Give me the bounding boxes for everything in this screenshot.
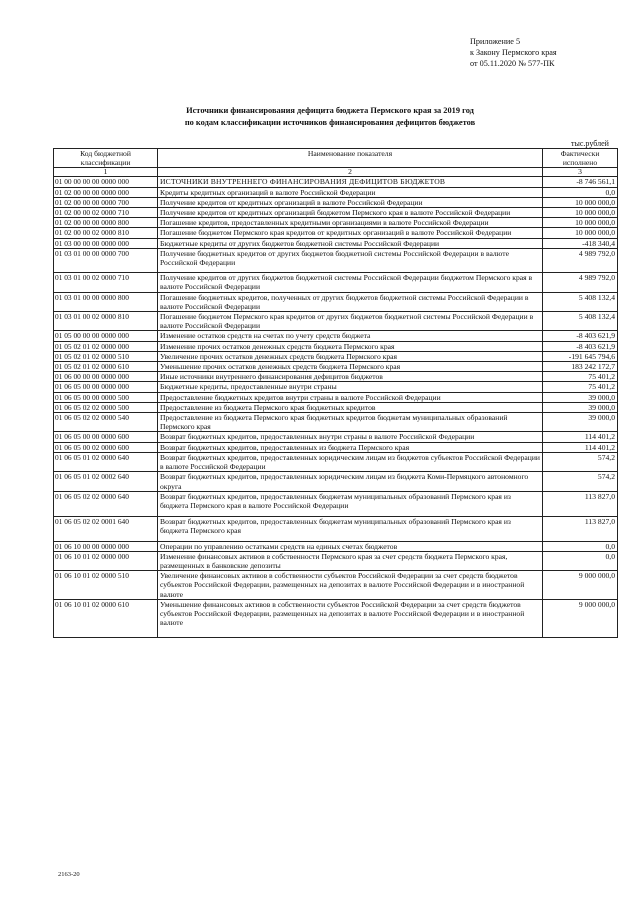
table-row xyxy=(54,218,618,228)
row-name: Предоставление из бюджета Пермского края бюджетных кредитов бюджетам муниципальных образований Пермского края xyxy=(158,413,543,432)
row-value: 574,2 xyxy=(543,472,618,491)
row-name: Уменьшение финансовых активов в собственности субъектов Российской Федерации за счет средств бюджетов субъектов Российской Федерации, размещенных на депозитах в валюте Российской Федерации и в иностранной валюте xyxy=(158,599,543,638)
row-code: 01 06 10 01 02 0000 000 xyxy=(54,551,158,570)
table-row xyxy=(54,402,618,412)
appendix-header xyxy=(470,36,620,69)
row-value: 114 401,2 xyxy=(543,442,618,452)
appendix-law: к Закону Пермского края xyxy=(470,48,557,57)
row-name: Предоставление бюджетных кредитов внутри страны в валюте Российской Федерации xyxy=(158,392,543,402)
row-value: -191 645 794,6 xyxy=(543,351,618,361)
row-value: 113 827,0 xyxy=(543,491,618,516)
row-code: 01 02 00 00 00 0000 700 xyxy=(54,197,158,207)
row-name: Погашение кредитов, предоставленных кредитными организациями в валюте Российской Федерации xyxy=(158,218,543,228)
row-code: 01 02 00 00 02 0000 810 xyxy=(54,228,158,238)
unit-label: тыс.рублей xyxy=(571,139,609,148)
row-name: Возврат бюджетных кредитов, предоставленных бюджетам муниципальных образований Пермского края из бюджета Пермского края xyxy=(158,517,543,541)
table-row xyxy=(54,413,618,432)
row-code: 01 03 00 00 00 0000 000 xyxy=(54,238,158,248)
row-code: 01 06 10 01 02 0000 510 xyxy=(54,571,158,600)
table-row xyxy=(54,273,618,292)
row-name: Возврат бюджетных кредитов, предоставленных из бюджета Пермского края xyxy=(158,442,543,452)
table-row xyxy=(54,452,618,471)
row-code: 01 06 05 00 00 0000 000 xyxy=(54,382,158,392)
row-value: -8 746 561,1 xyxy=(543,177,618,187)
table-row xyxy=(54,541,618,551)
row-code: 01 03 01 00 00 0000 800 xyxy=(54,292,158,311)
row-code: 01 06 05 00 00 0000 500 xyxy=(54,392,158,402)
row-name: Получение кредитов от кредитных организаций бюджетом Пермского края в валюте Российской Федерации xyxy=(158,208,543,218)
table-row xyxy=(54,228,618,238)
title-line-2: по кодам классификации источников финансирования дефицитов бюджетов xyxy=(184,117,476,127)
table-row xyxy=(54,362,618,372)
row-code: 01 03 01 00 02 0000 710 xyxy=(54,273,158,292)
table-row xyxy=(54,187,618,197)
header-value: Фактически исполнено xyxy=(543,149,618,168)
appendix-number: Приложение 5 xyxy=(470,37,521,46)
row-code: 01 06 05 00 02 0000 600 xyxy=(54,442,158,452)
table-row xyxy=(54,382,618,392)
row-name: Увеличение финансовых активов в собственности субъектов Российской Федерации за счет средств бюджетов субъектов Российской Федерации, размещенных на депозитах в валюте Российской Федерации и в иностранной валюте xyxy=(158,571,543,600)
row-code: 01 05 02 01 02 0000 000 xyxy=(54,341,158,351)
row-name: Возврат бюджетных кредитов, предоставленных внутри страны в валюте Российской Федерации xyxy=(158,432,543,442)
row-code: 01 06 05 02 02 0000 500 xyxy=(54,402,158,412)
table-row xyxy=(54,248,618,272)
table-row xyxy=(54,331,618,341)
row-code: 01 05 02 01 02 0000 610 xyxy=(54,362,158,372)
row-code: 01 05 02 01 02 0000 510 xyxy=(54,351,158,361)
row-value: -418 340,4 xyxy=(543,238,618,248)
row-name: Изменение прочих остатков денежных средств бюджета Пермского края xyxy=(158,341,543,351)
title-line-1: Источники финансирования дефицита бюджета Пермского края за 2019 год xyxy=(186,106,474,115)
column-number-3: 3 xyxy=(543,168,618,177)
row-name: Уменьшение прочих остатков денежных средств бюджета Пермского края xyxy=(158,362,543,372)
table-row xyxy=(54,599,618,638)
table-row xyxy=(54,472,618,491)
footer-code: 2163-20 xyxy=(58,871,80,878)
table-row xyxy=(54,551,618,570)
row-name: Изменение остатков средств на счетах по учету средств бюджета xyxy=(158,331,543,341)
row-value: 9 000 000,0 xyxy=(543,599,618,638)
row-name: Возврат бюджетных кредитов, предоставленных юридическим лицам из бюджетов субъектов Российской Федерации в валюте Российской Федерации xyxy=(158,452,543,471)
row-value: 10 000 000,0 xyxy=(543,228,618,238)
table-row xyxy=(54,177,618,187)
row-value: 574,2 xyxy=(543,452,618,471)
table-row xyxy=(54,442,618,452)
row-code: 01 06 05 02 02 0001 640 xyxy=(54,517,158,541)
row-value: 114 401,2 xyxy=(543,432,618,442)
row-name: Получение бюджетных кредитов от других бюджетов бюджетной системы Российской Федерации в валюте Российской Федерации xyxy=(158,248,543,272)
sources-table xyxy=(53,148,618,638)
row-code: 01 03 01 00 00 0000 700 xyxy=(54,248,158,272)
table-row xyxy=(54,351,618,361)
table-row xyxy=(54,208,618,218)
row-code: 01 02 00 00 00 0000 000 xyxy=(54,187,158,197)
row-name: Иные источники внутреннего финансирования дефицитов бюджетов xyxy=(158,372,543,382)
row-value: -8 403 621,9 xyxy=(543,331,618,341)
row-value: 4 989 792,0 xyxy=(543,248,618,272)
row-name: Погашение бюджетом Пермского края кредитов от других бюджетов бюджетной системы Российской Федерации в валюте Российской Федерации xyxy=(158,312,543,331)
row-value: 39 000,0 xyxy=(543,413,618,432)
row-code: 01 03 01 00 02 0000 810 xyxy=(54,312,158,331)
row-code: 01 00 00 00 00 0000 000 xyxy=(54,177,158,187)
row-value: 39 000,0 xyxy=(543,392,618,402)
row-value: 5 408 132,4 xyxy=(543,292,618,311)
table-row xyxy=(54,571,618,600)
row-name: Возврат бюджетных кредитов, предоставленных юридическим лицам из бюджета Коми-Пермяцкого автономного округа xyxy=(158,472,543,491)
row-name: Получение кредитов от других бюджетов бюджетной системы Российской Федерации бюджетом Пермского края в валюте Российской Федерации xyxy=(158,273,543,292)
row-code: 01 02 00 00 02 0000 710 xyxy=(54,208,158,218)
row-value: 10 000 000,0 xyxy=(543,208,618,218)
header-name: Наименование показателя xyxy=(158,149,543,168)
row-value: 5 408 132,4 xyxy=(543,312,618,331)
row-name: Возврат бюджетных кредитов, предоставленных бюджетам муниципальных образований Пермского края из бюджета Пермского края в валюте Российской Федерации xyxy=(158,491,543,516)
row-code: 01 06 05 00 00 0000 600 xyxy=(54,432,158,442)
row-code: 01 06 05 02 02 0000 540 xyxy=(54,413,158,432)
table-row xyxy=(54,432,618,442)
row-code: 01 02 00 00 00 0000 800 xyxy=(54,218,158,228)
row-code: 01 06 05 01 02 0002 640 xyxy=(54,472,158,491)
table-row xyxy=(54,312,618,331)
row-code: 01 06 05 01 02 0000 640 xyxy=(54,452,158,471)
row-code: 01 06 10 01 02 0000 610 xyxy=(54,599,158,638)
column-number-2: 2 xyxy=(158,168,543,177)
table-row xyxy=(54,491,618,516)
row-code: 01 06 10 00 00 0000 000 xyxy=(54,541,158,551)
table-row xyxy=(54,238,618,248)
document-title xyxy=(95,105,565,128)
row-value: 0,0 xyxy=(543,551,618,570)
table-row xyxy=(54,517,618,541)
row-value: 75 401,2 xyxy=(543,382,618,392)
row-value: 183 242 172,7 xyxy=(543,362,618,372)
row-name: Погашение бюджетных кредитов, полученных от других бюджетов бюджетной системы Российской Федерации в валюте Российской Федерации xyxy=(158,292,543,311)
row-name: Бюджетные кредиты, предоставленные внутри страны xyxy=(158,382,543,392)
row-name: Получение кредитов от кредитных организаций в валюте Российской Федерации xyxy=(158,197,543,207)
table-row xyxy=(54,197,618,207)
row-name: Увеличение прочих остатков денежных средств бюджета Пермского края xyxy=(158,351,543,361)
appendix-date: от 05.11.2020 № 577-ПК xyxy=(470,59,555,68)
row-value: -8 403 621,9 xyxy=(543,341,618,351)
row-value: 9 000 000,0 xyxy=(543,571,618,600)
table-row xyxy=(54,341,618,351)
column-number-1: 1 xyxy=(54,168,158,177)
row-code: 01 05 00 00 00 0000 000 xyxy=(54,331,158,341)
row-code: 01 06 00 00 00 0000 000 xyxy=(54,372,158,382)
table-row xyxy=(54,292,618,311)
row-value: 4 989 792,0 xyxy=(543,273,618,292)
table-row xyxy=(54,372,618,382)
row-value: 10 000 000,0 xyxy=(543,218,618,228)
row-name: Бюджетные кредиты от других бюджетов бюджетной системы Российской Федерации xyxy=(158,238,543,248)
row-value: 0,0 xyxy=(543,187,618,197)
row-value: 0,0 xyxy=(543,541,618,551)
row-value: 10 000 000,0 xyxy=(543,197,618,207)
row-name: Операции по управлению остатками средств на единых счетах бюджетов xyxy=(158,541,543,551)
row-name: Предоставление из бюджета Пермского края бюджетных кредитов xyxy=(158,402,543,412)
row-name: Изменение финансовых активов в собственности Пермского края за счет средств бюджета Пермского края, размещенных в банковские депозиты xyxy=(158,551,543,570)
row-name: Погашение бюджетом Пермского края кредитов от кредитных организаций в валюте Российской Федерации xyxy=(158,228,543,238)
row-name: Кредиты кредитных организаций в валюте Российской Федерации xyxy=(158,187,543,197)
row-name: ИСТОЧНИКИ ВНУТРЕННЕГО ФИНАНСИРОВАНИЯ ДЕФИЦИТОВ БЮДЖЕТОВ xyxy=(158,177,543,187)
row-code: 01 06 05 02 02 0000 640 xyxy=(54,491,158,516)
row-value: 75 401,2 xyxy=(543,372,618,382)
row-value: 39 000,0 xyxy=(543,402,618,412)
header-code: Код бюджетной классификации xyxy=(54,149,158,168)
row-value: 113 827,0 xyxy=(543,517,618,541)
table-row xyxy=(54,392,618,402)
